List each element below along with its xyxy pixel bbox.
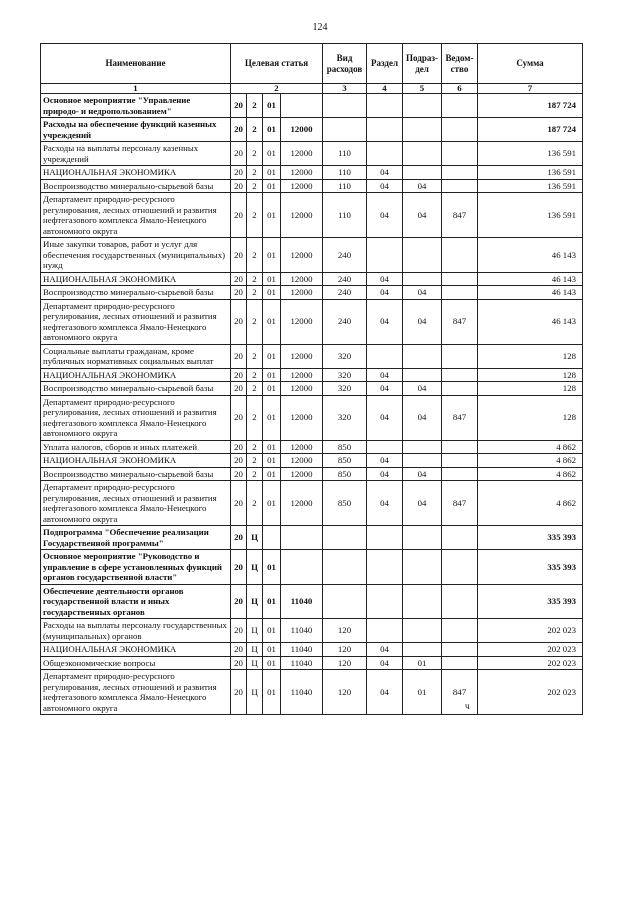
- table-row: [41, 643, 583, 657]
- subsection-code: 04: [403, 286, 442, 300]
- table-row: [41, 619, 583, 643]
- target-code-subprogram: Ц: [247, 550, 263, 585]
- department-code: [442, 656, 478, 670]
- target-code-program: 20: [231, 526, 247, 550]
- table-row: [41, 467, 583, 481]
- table-row: [41, 272, 583, 286]
- row-sum: 136 591: [478, 193, 583, 238]
- table-row: [41, 440, 583, 454]
- target-code-activity: 01: [263, 118, 281, 142]
- expense-type-code: 850: [323, 481, 367, 526]
- target-code-subprogram: 2: [247, 454, 263, 468]
- expense-type-code: 240: [323, 286, 367, 300]
- col-number: 2: [231, 84, 323, 94]
- department-code: [442, 584, 478, 619]
- target-code-program: 20: [231, 454, 247, 468]
- target-code-program: 20: [231, 382, 247, 396]
- expense-type-code: 320: [323, 382, 367, 396]
- target-code-direction: 12000: [281, 272, 323, 286]
- department-code: [442, 440, 478, 454]
- target-code-direction: 12000: [281, 299, 323, 344]
- row-name: Воспроизводство минерально-сырьевой базы: [41, 467, 231, 481]
- department-code: 847: [442, 299, 478, 344]
- expense-type-code: 240: [323, 238, 367, 273]
- target-code-subprogram: Ц: [247, 656, 263, 670]
- table-row: [41, 299, 583, 344]
- target-code-direction: 12000: [281, 368, 323, 382]
- target-code-activity: 01: [263, 193, 281, 238]
- table-row: [41, 550, 583, 585]
- target-code-subprogram: 2: [247, 382, 263, 396]
- section-code: [367, 238, 403, 273]
- header-sum: Сумма: [478, 44, 583, 84]
- target-code-subprogram: 2: [247, 299, 263, 344]
- target-code-direction: 12000: [281, 467, 323, 481]
- expense-type-code: 240: [323, 272, 367, 286]
- target-code-program: 20: [231, 619, 247, 643]
- target-code-subprogram: 2: [247, 395, 263, 440]
- target-code-direction: 12000: [281, 454, 323, 468]
- row-sum: 46 143: [478, 238, 583, 273]
- target-code-activity: 01: [263, 166, 281, 180]
- target-code-direction: 12000: [281, 286, 323, 300]
- section-code: [367, 619, 403, 643]
- row-name: Расходы на обеспечение функций казенных учреждений: [41, 118, 231, 142]
- target-code-direction: 11040: [281, 670, 323, 715]
- subsection-code: 01: [403, 656, 442, 670]
- target-code-direction: 11040: [281, 584, 323, 619]
- row-name: Департамент природно-ресурсного регулирования, лесных отношений и развития нефтегазового комплекса Ямало-Ненецкого автономного округа: [41, 193, 231, 238]
- target-code-direction: 12000: [281, 193, 323, 238]
- target-code-direction: 11040: [281, 656, 323, 670]
- target-code-activity: 01: [263, 481, 281, 526]
- target-code-activity: 01: [263, 179, 281, 193]
- row-name: Департамент природно-ресурсного регулирования, лесных отношений и развития нефтегазового комплекса Ямало-Ненецкого автономного округа: [41, 299, 231, 344]
- target-code-activity: 01: [263, 142, 281, 166]
- row-sum: 202 023: [478, 670, 583, 715]
- target-code-direction: 12000: [281, 344, 323, 368]
- section-code: [367, 94, 403, 118]
- target-code-program: 20: [231, 94, 247, 118]
- expense-type-code: [323, 118, 367, 142]
- department-code: [442, 344, 478, 368]
- row-name: Иные закупки товаров, работ и услуг для обеспечения государственных (муниципальных) нужд: [41, 238, 231, 273]
- row-sum: 46 143: [478, 272, 583, 286]
- target-code-direction: 12000: [281, 238, 323, 273]
- target-code-program: 20: [231, 344, 247, 368]
- section-code: [367, 526, 403, 550]
- target-code-program: 20: [231, 193, 247, 238]
- section-code: 04: [367, 395, 403, 440]
- target-code-program: 20: [231, 166, 247, 180]
- target-code-activity: 01: [263, 382, 281, 396]
- department-code: [442, 142, 478, 166]
- row-sum: 202 023: [478, 656, 583, 670]
- subsection-code: [403, 550, 442, 585]
- target-code-subprogram: Ц: [247, 584, 263, 619]
- table-row: [41, 481, 583, 526]
- expense-type-code: 320: [323, 368, 367, 382]
- section-code: 04: [367, 299, 403, 344]
- expense-type-code: 240: [323, 299, 367, 344]
- department-code: [442, 118, 478, 142]
- row-name: Расходы на выплаты персоналу казенных учреждений: [41, 142, 231, 166]
- row-name: Расходы на выплаты персоналу государственных (муниципальных) органов: [41, 619, 231, 643]
- row-sum: 187 724: [478, 94, 583, 118]
- row-name: Социальные выплаты гражданам, кроме публичных нормативных социальных выплат: [41, 344, 231, 368]
- department-code: 847: [442, 193, 478, 238]
- section-code: 04: [367, 272, 403, 286]
- col-number: 5: [403, 84, 442, 94]
- subsection-code: [403, 142, 442, 166]
- table-row: [41, 526, 583, 550]
- section-code: 04: [367, 382, 403, 396]
- target-code-subprogram: 2: [247, 467, 263, 481]
- subsection-code: 04: [403, 193, 442, 238]
- row-sum: 46 143: [478, 286, 583, 300]
- target-code-direction: 12000: [281, 142, 323, 166]
- section-code: [367, 118, 403, 142]
- header-section: Раздел: [367, 44, 403, 84]
- section-code: 04: [367, 179, 403, 193]
- row-name: Департамент природно-ресурсного регулирования, лесных отношений и развития нефтегазового комплекса Ямало-Ненецкого автономного округа: [41, 481, 231, 526]
- table-row: [41, 166, 583, 180]
- subsection-code: 04: [403, 395, 442, 440]
- subsection-code: [403, 166, 442, 180]
- target-code-activity: 01: [263, 584, 281, 619]
- expense-type-code: [323, 584, 367, 619]
- expense-type-code: 120: [323, 656, 367, 670]
- page-number: 124: [312, 22, 328, 33]
- row-name: Департамент природно-ресурсного регулирования, лесных отношений и развития нефтегазового комплекса Ямало-Ненецкого автономного округа: [41, 395, 231, 440]
- target-code-direction: 12000: [281, 440, 323, 454]
- target-code-subprogram: Ц: [247, 526, 263, 550]
- subsection-code: 04: [403, 382, 442, 396]
- target-code-program: 20: [231, 550, 247, 585]
- target-code-activity: 01: [263, 238, 281, 273]
- subsection-code: [403, 118, 442, 142]
- row-name: НАЦИОНАЛЬНАЯ ЭКОНОМИКА: [41, 454, 231, 468]
- budget-table: [40, 43, 583, 715]
- row-sum: 187 724: [478, 118, 583, 142]
- expense-type-code: [323, 94, 367, 118]
- header-target: Целевая статья: [231, 44, 323, 84]
- column-numbers-row: [41, 84, 583, 94]
- target-code-subprogram: 2: [247, 286, 263, 300]
- department-code: 847: [442, 481, 478, 526]
- target-code-activity: 01: [263, 550, 281, 585]
- department-code: [442, 382, 478, 396]
- target-code-direction: [281, 550, 323, 585]
- subsection-code: 04: [403, 467, 442, 481]
- col-number: 4: [367, 84, 403, 94]
- target-code-program: 20: [231, 656, 247, 670]
- target-code-activity: 01: [263, 94, 281, 118]
- target-code-activity: 01: [263, 395, 281, 440]
- section-code: [367, 550, 403, 585]
- table-row: [41, 344, 583, 368]
- target-code-activity: 01: [263, 643, 281, 657]
- subsection-code: [403, 440, 442, 454]
- target-code-subprogram: Ц: [247, 643, 263, 657]
- row-name: Воспроизводство минерально-сырьевой базы: [41, 382, 231, 396]
- table-row: [41, 395, 583, 440]
- target-code-direction: [281, 526, 323, 550]
- header-department: Ведом-ство: [442, 44, 478, 84]
- subsection-code: [403, 584, 442, 619]
- section-code: 04: [367, 481, 403, 526]
- section-code: 04: [367, 454, 403, 468]
- target-code-program: 20: [231, 238, 247, 273]
- target-code-subprogram: Ц: [247, 670, 263, 715]
- table-header: [41, 44, 583, 84]
- expense-type-code: 850: [323, 454, 367, 468]
- subsection-code: [403, 454, 442, 468]
- section-code: [367, 440, 403, 454]
- target-code-subprogram: 2: [247, 94, 263, 118]
- row-sum: 335 393: [478, 550, 583, 585]
- table-row: [41, 454, 583, 468]
- target-code-program: 20: [231, 643, 247, 657]
- target-code-activity: 01: [263, 368, 281, 382]
- target-code-direction: 12000: [281, 481, 323, 526]
- subsection-code: [403, 344, 442, 368]
- row-sum: 202 023: [478, 619, 583, 643]
- target-code-subprogram: 2: [247, 118, 263, 142]
- expense-type-code: 120: [323, 643, 367, 657]
- row-sum: 4 862: [478, 454, 583, 468]
- department-code: 847: [442, 670, 478, 715]
- row-name: Обеспечение деятельности органов государственной власти и иных государственных органов: [41, 584, 231, 619]
- target-code-activity: 01: [263, 619, 281, 643]
- row-sum: 128: [478, 368, 583, 382]
- target-code-subprogram: 2: [247, 440, 263, 454]
- row-name: Общеэкономические вопросы: [41, 656, 231, 670]
- expense-type-code: 110: [323, 142, 367, 166]
- target-code-program: 20: [231, 481, 247, 526]
- subsection-code: [403, 94, 442, 118]
- section-code: [367, 584, 403, 619]
- expense-type-code: 320: [323, 344, 367, 368]
- row-name: Воспроизводство минерально-сырьевой базы: [41, 179, 231, 193]
- target-code-program: 20: [231, 395, 247, 440]
- target-code-program: 20: [231, 179, 247, 193]
- target-code-activity: 01: [263, 286, 281, 300]
- section-code: 04: [367, 166, 403, 180]
- target-code-program: 20: [231, 368, 247, 382]
- col-number: 7: [478, 84, 583, 94]
- department-code: [442, 94, 478, 118]
- section-code: 04: [367, 467, 403, 481]
- row-sum: 46 143: [478, 299, 583, 344]
- target-code-subprogram: 2: [247, 193, 263, 238]
- target-code-direction: 12000: [281, 179, 323, 193]
- expense-type-code: [323, 526, 367, 550]
- table-row: [41, 94, 583, 118]
- subsection-code: [403, 526, 442, 550]
- subsection-code: [403, 238, 442, 273]
- row-name: Основное мероприятие "Управление природо- и недропользованием": [41, 94, 231, 118]
- row-name: Основное мероприятие "Руководство и управление в сфере установленных функций органов государственной власти": [41, 550, 231, 585]
- row-sum: 136 591: [478, 142, 583, 166]
- row-sum: 128: [478, 382, 583, 396]
- section-code: 04: [367, 368, 403, 382]
- section-code: 04: [367, 656, 403, 670]
- target-code-activity: 01: [263, 344, 281, 368]
- target-code-program: 20: [231, 142, 247, 166]
- target-code-program: 20: [231, 299, 247, 344]
- section-code: 04: [367, 643, 403, 657]
- department-code: [442, 619, 478, 643]
- row-name: НАЦИОНАЛЬНАЯ ЭКОНОМИКА: [41, 368, 231, 382]
- target-code-program: 20: [231, 272, 247, 286]
- row-name: НАЦИОНАЛЬНАЯ ЭКОНОМИКА: [41, 166, 231, 180]
- row-sum: 136 591: [478, 179, 583, 193]
- handwritten-tick-mark: ч: [465, 701, 470, 711]
- col-number: 6: [442, 84, 478, 94]
- table-row: [41, 118, 583, 142]
- table-row: [41, 179, 583, 193]
- row-name: Департамент природно-ресурсного регулирования, лесных отношений и развития нефтегазового комплекса Ямало-Ненецкого автономного округа: [41, 670, 231, 715]
- department-code: 847: [442, 395, 478, 440]
- section-code: 04: [367, 670, 403, 715]
- target-code-subprogram: 2: [247, 481, 263, 526]
- row-name: Уплата налогов, сборов и иных платежей: [41, 440, 231, 454]
- subsection-code: 04: [403, 481, 442, 526]
- target-code-subprogram: 2: [247, 344, 263, 368]
- row-name: Подпрограмма "Обеспечение реализации Государственной программы": [41, 526, 231, 550]
- row-sum: 128: [478, 344, 583, 368]
- table-row: [41, 368, 583, 382]
- target-code-activity: 01: [263, 467, 281, 481]
- target-code-activity: 01: [263, 670, 281, 715]
- target-code-program: 20: [231, 440, 247, 454]
- target-code-direction: 11040: [281, 619, 323, 643]
- table-row: [41, 193, 583, 238]
- target-code-activity: 01: [263, 656, 281, 670]
- row-sum: 4 862: [478, 467, 583, 481]
- row-name: НАЦИОНАЛЬНАЯ ЭКОНОМИКА: [41, 272, 231, 286]
- target-code-program: 20: [231, 467, 247, 481]
- col-number: 1: [41, 84, 231, 94]
- row-name: НАЦИОНАЛЬНАЯ ЭКОНОМИКА: [41, 643, 231, 657]
- target-code-activity: 01: [263, 299, 281, 344]
- target-code-activity: 01: [263, 272, 281, 286]
- row-sum: 4 862: [478, 481, 583, 526]
- table-row: [41, 382, 583, 396]
- row-sum: 335 393: [478, 584, 583, 619]
- expense-type-code: 850: [323, 467, 367, 481]
- section-code: 04: [367, 286, 403, 300]
- subsection-code: 04: [403, 299, 442, 344]
- section-code: 04: [367, 193, 403, 238]
- expense-type-code: 850: [323, 440, 367, 454]
- header-subsection: Подраз-дел: [403, 44, 442, 84]
- target-code-direction: 12000: [281, 395, 323, 440]
- row-sum: 4 862: [478, 440, 583, 454]
- row-sum: 335 393: [478, 526, 583, 550]
- target-code-direction: 12000: [281, 382, 323, 396]
- target-code-direction: [281, 94, 323, 118]
- target-code-direction: 12000: [281, 118, 323, 142]
- department-code: [442, 166, 478, 180]
- expense-type-code: 110: [323, 179, 367, 193]
- department-code: [442, 550, 478, 585]
- row-sum: 202 023: [478, 643, 583, 657]
- subsection-code: 01: [403, 670, 442, 715]
- subsection-code: 04: [403, 179, 442, 193]
- target-code-activity: [263, 526, 281, 550]
- target-code-subprogram: 2: [247, 368, 263, 382]
- table-row: [41, 238, 583, 273]
- target-code-subprogram: 2: [247, 238, 263, 273]
- section-code: [367, 344, 403, 368]
- department-code: [442, 526, 478, 550]
- table-row: [41, 656, 583, 670]
- department-code: [442, 643, 478, 657]
- target-code-subprogram: Ц: [247, 619, 263, 643]
- target-code-subprogram: 2: [247, 142, 263, 166]
- target-code-program: 20: [231, 670, 247, 715]
- expense-type-code: 320: [323, 395, 367, 440]
- table-row: [41, 286, 583, 300]
- target-code-program: 20: [231, 118, 247, 142]
- subsection-code: [403, 643, 442, 657]
- table-row: [41, 670, 583, 715]
- expense-type-code: 110: [323, 193, 367, 238]
- target-code-direction: 11040: [281, 643, 323, 657]
- target-code-activity: 01: [263, 440, 281, 454]
- header-name: Наименование: [41, 44, 231, 84]
- target-code-activity: 01: [263, 454, 281, 468]
- row-sum: 128: [478, 395, 583, 440]
- target-code-direction: 12000: [281, 166, 323, 180]
- target-code-subprogram: 2: [247, 166, 263, 180]
- department-code: [442, 286, 478, 300]
- subsection-code: [403, 619, 442, 643]
- expense-type-code: [323, 550, 367, 585]
- department-code: [442, 368, 478, 382]
- target-code-subprogram: 2: [247, 272, 263, 286]
- expense-type-code: 110: [323, 166, 367, 180]
- header-expense-type: Вид расходов: [323, 44, 367, 84]
- target-code-program: 20: [231, 584, 247, 619]
- col-number: 3: [323, 84, 367, 94]
- subsection-code: [403, 368, 442, 382]
- subsection-code: [403, 272, 442, 286]
- table-row: [41, 584, 583, 619]
- target-code-subprogram: 2: [247, 179, 263, 193]
- department-code: [442, 454, 478, 468]
- expense-type-code: 120: [323, 619, 367, 643]
- department-code: [442, 238, 478, 273]
- row-sum: 136 591: [478, 166, 583, 180]
- expense-type-code: 120: [323, 670, 367, 715]
- target-code-program: 20: [231, 286, 247, 300]
- department-code: [442, 179, 478, 193]
- table-row: [41, 142, 583, 166]
- section-code: [367, 142, 403, 166]
- row-name: Воспроизводство минерально-сырьевой базы: [41, 286, 231, 300]
- department-code: [442, 467, 478, 481]
- department-code: [442, 272, 478, 286]
